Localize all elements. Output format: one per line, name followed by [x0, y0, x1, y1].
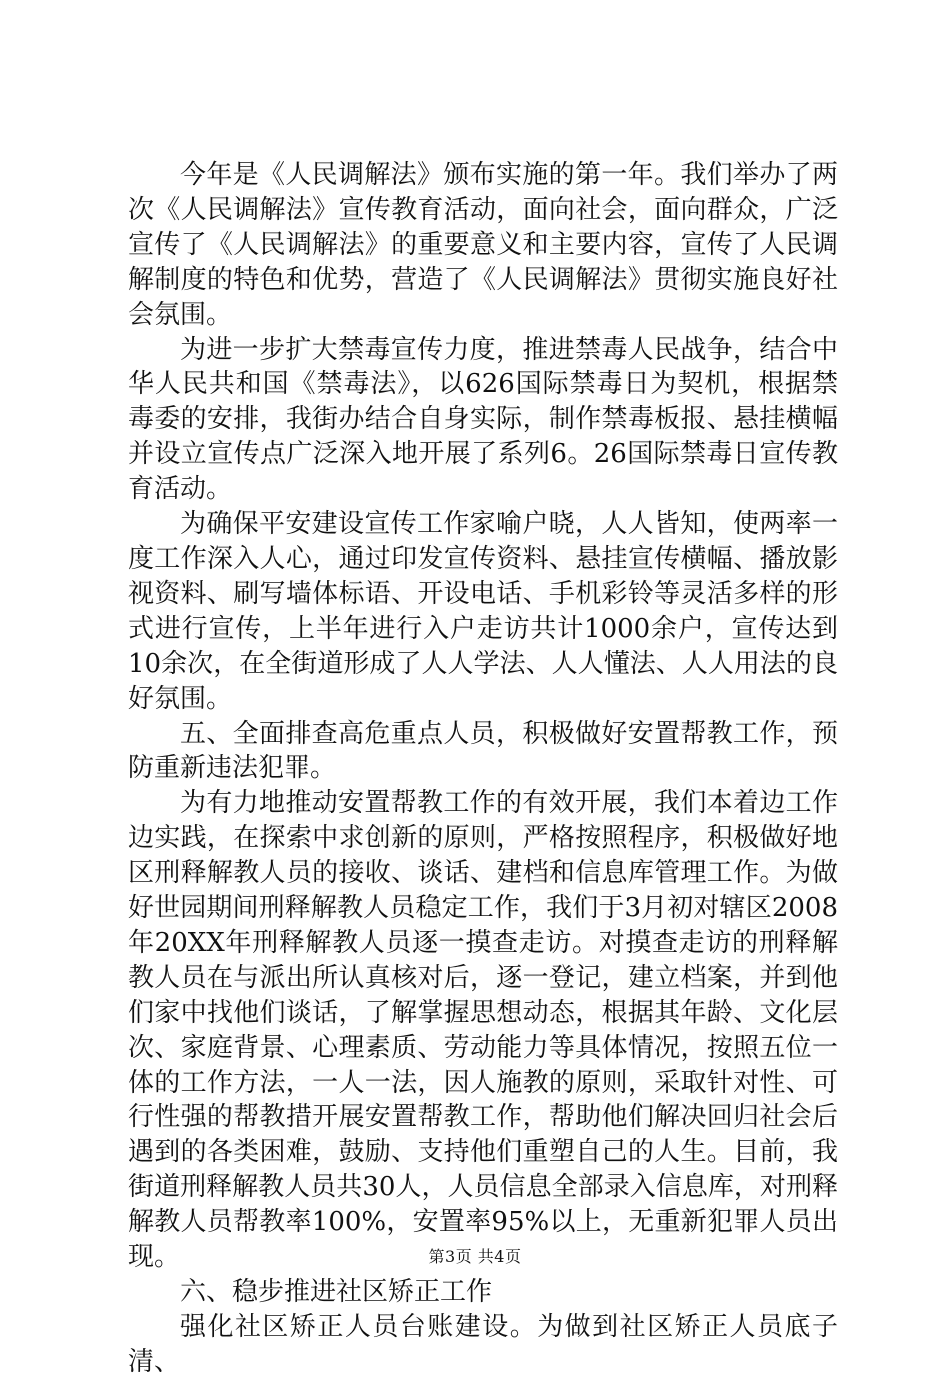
- paragraph-safety-publicity: 为确保平安建设宣传工作家喻户晓，人人皆知，使两率一度工作深入人心，通过印发宣传资料、悬挂宣传横幅、播放影视资料、刷写墙体标语、开设电话、手机彩铃等灵活多样的形式进行宣传，上半年进行入户走访共计1000余户，宣传达到10余次，在全街道形成了人人学法、人人懂法、人人用法的良好氛围。: [128, 509, 838, 714]
- paragraph-community-correction: 强化社区矫正人员台账建设。为做到社区矫正人员底子清、: [128, 1311, 838, 1377]
- paragraph-anti-drug: 为进一步扩大禁毒宣传力度，推进禁毒人民战争，结合中华人民共和国《禁毒法》，以626国际禁毒日为契机，根据禁毒委的安排，我街办结合自身实际，制作禁毒板报、悬挂横幅并设立宣传点广泛深入地开展了系列6。26国际禁毒日宣传教育活动。: [128, 334, 838, 505]
- paragraph-mediation-law: 今年是《人民调解法》颁布实施的第一年。我们举办了两次《人民调解法》宣传教育活动，面向社会，面向群众，广泛宣传了《人民调解法》的重要意义和主要内容，宣传了人民调解制度的特色和优势，营造了《人民调解法》贯彻实施良好社会氛围。: [128, 160, 838, 330]
- section-heading-five: 五、全面排查高危重点人员，积极做好安置帮教工作，预防重新违法犯罪。: [128, 718, 838, 784]
- section-heading-six: 六、稳步推进社区矫正工作: [180, 1277, 493, 1307]
- document-body: [128, 158, 838, 1380]
- page-footer: 第3页 共4页: [428, 1247, 522, 1266]
- paragraph-resettlement: 为有力地推动安置帮教工作的有效开展，我们本着边工作边实践，在探索中求创新的原则，严格按照程序，积极做好地区刑释解教人员的接收、谈话、建档和信息库管理工作。为做好世园期间刑释解教人员稳定工作，我们于3月初对辖区2008年20XX年刑释解教人员逐一摸查走访。对摸查走访的刑释解教人员在与派出所认真核对后，逐一登记，建立档案，并到他们家中找他们谈话，了解掌握思想动态，根据其年龄、文化层次、家庭背景、心理素质、劳动能力等具体情况，按照五位一体的工作方法，一人一法，因人施教的原则，采取针对性、可行性强的帮教措开展安置帮教工作，帮助他们解决回归社会后遇到的各类困难，鼓励、支持他们重塑自己的人生。目前，我街道刑释解教人员共30人，人员信息全部录入信息库，对刑释解教人员帮教率100%，安置率95%以上，无重新犯罪人员出现。: [128, 788, 838, 1273]
